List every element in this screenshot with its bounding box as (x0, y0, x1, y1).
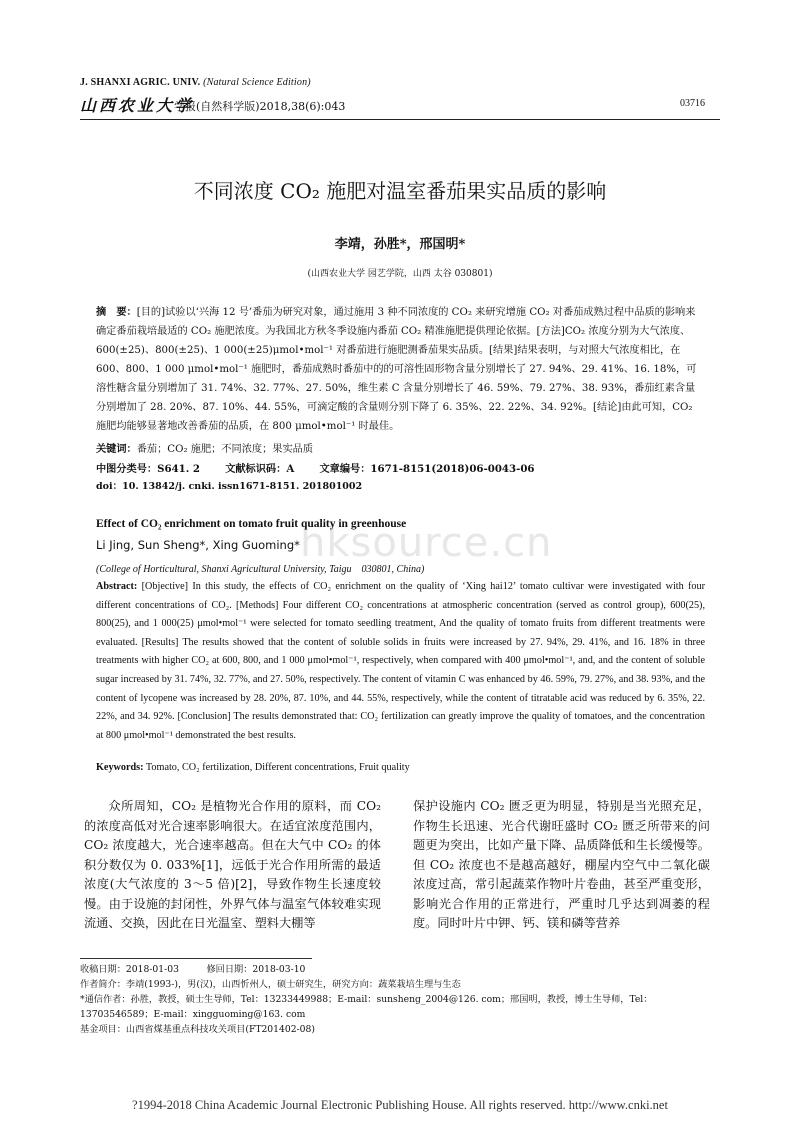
article-title: 不同浓度 CO₂ 施肥对温室番茄果实品质的影响 (193, 179, 607, 203)
article-authors: 李靖，孙胜*，邢国明* (334, 237, 466, 252)
footnote-author-bio: 作者简介：李靖(1993-)，男(汉)，山西忻州人，硕士研究生，研究方向：蔬菜栽培生理与生态 (80, 979, 461, 990)
clc-number: 中图分类号：S641. 2 (96, 463, 200, 475)
keywords-en (96, 762, 705, 773)
footnote-rule (80, 958, 312, 959)
authors-en: Li Jing, Sun Sheng*, Xing Guoming* (96, 538, 300, 552)
copyright-line: ?1994-2018 China Academic Journal Electronic Publishing House. All rights reserved. http://www.cnki.net (132, 1098, 668, 1112)
doc-code: 文献标识码：A (225, 463, 295, 475)
footnote-funding: 基金项目：山西省煤基重点科技攻关项目(FT201402-08) (80, 1024, 315, 1035)
doi (96, 477, 705, 496)
journal-edition-en: (Natural Science Edition) (203, 77, 311, 88)
keywords-cn-text: 番茄；CO₂ 施肥；不同浓度；果实品质 (136, 444, 314, 455)
header-rule (80, 119, 720, 120)
title-en: Effect of CO₂ enrichment on tomato fruit quality in greenhouse (96, 518, 407, 530)
abstract-en-label: Abstract: (96, 581, 138, 592)
keywords-en-label: Keywords: (96, 762, 144, 773)
page-code: 03716 (680, 98, 705, 109)
journal-name-en: J. SHANXI AGRIC. UNIV. (Natural Science Edition) (80, 77, 311, 88)
article-affiliation: (山西农业大学 园艺学院，山西 太谷 030801) (307, 269, 493, 279)
footnote-corresponding: *通信作者：孙胜，教授，硕士生导师，Tel：13233449988；E-mail：sunsheng_2004@126. com；邢国明，教授，博士生导师，Tel：13703546589；E-mail：xingguoming@163. com (80, 994, 653, 1020)
watermark: hksource.cn (300, 520, 553, 566)
university-logo-text: 山西农业大学 (80, 96, 195, 115)
keywords-cn (96, 440, 705, 459)
keywords-en-text: Tomato, CO₂ fertilization, Different concentrations, Fruit quality (145, 762, 410, 773)
body-column-left: 众所周知，CO₂ 是植物光合作用的原料，而 CO₂ 的浓度高低对光合速率影响很大。在适宜浓度范围内，CO₂ 浓度越大，光合速率越高。但在大气中 CO₂ 的体积分数仅为 0. 033%[1]，远低于光合作用所需的最适浓度(大气浓度的 3～5 倍)[2]，导致作物生长速度较慢。由于设施的封闭性，外界气体与温室气体较难实现流通、交换，因此在日光温室、塑料大棚等 (84, 799, 381, 930)
abstract-cn-label: 摘 要： (96, 306, 137, 318)
journal-issue: 学报(自然科学版)2018,38(6):043 (174, 100, 346, 113)
abstract-en (96, 578, 705, 745)
keywords-cn-label: 关键词： (96, 443, 137, 455)
abstract-cn (96, 303, 705, 436)
article-number: 文章编号：1671-8151(2018)06-0043-06 (319, 463, 535, 475)
doi-value: 10. 13842/j. cnki. issn1671-8151. 201801002 (122, 481, 363, 492)
doi-label: doi： (96, 481, 123, 492)
abstract-en-text: [Objective] In this study, the effects of CO₂ enrichment on the quality of ‘Xing hai12’ tomato cultivar were investigated with four different concentrations of CO₂. [Methods] Four different CO₂ concentrations at atmospheric concentration (served as control group), 600(25), 800(25), and 1 000(25) μmol•mol⁻¹ were selected for tomato seedling treatment, And the quality of tomato fruits from different treatments were evaluated. [Results] The results showed that the content of soluble solids in fruits were increased by 27. 94%, 29. 41%, and 16. 18% in three treatments with higher CO₂ at 600, 800, and 1 000 μmol•mol⁻¹, respectively, when compared with 400 μmol•mol⁻¹, and, and the content of soluble sugar increased by 31. 74%, 32. 77%, and 27. 50%, respectively. The content of vitamin C was enhanced by 46. 59%, 79. 27%, and 38. 93%, and the content of lycopene was increased by 28. 20%, 87. 10%, and 44. 55%, respectively, while the content of titratable acid was reduced by 6. 35%, 22. 22%, and 34. 92%. [Conclusion] The results demonstrated that: CO₂ fertilization can greatly improve the quality of tomatoes, and the concentration at 800 μmol•mol⁻¹ demonstrated the best results. (96, 581, 706, 741)
affiliation-en: (College of Horticultural, Shanxi Agricultural University, Taigu 030801, China) (96, 564, 425, 575)
abstract-cn-text: [目的]试验以‘兴海 12 号’番茄为研究对象，通过施用 3 种不同浓度的 CO₂ 来研究增施 CO₂ 对番茄成熟过程中品质的影响来确定番茄栽培最适的 CO₂ 施肥浓度。为我国北方秋冬季设施内番茄 CO₂ 精准施肥提供理论依据。[方法]CO₂ 浓度分别为大气浓度、600(±25)、800(±25)、1 000(±25)μmol•mol⁻¹ 对番茄进行施肥测番茄果实品质。[结果]结果表明，与对照大气浓度相比，在 600、800、1 000 μmol•mol⁻¹ 施肥时，番茄成熟时番茄中的的可溶性固形物含量分别增长了 27. 94%、29. 41%、16. 18%，可溶性糖含量分别增加了 31. 74%、32. 77%、27. 50%，维生素 C 含量分别增长了 46. 59%、79. 27%、38. 93%，番茄红素含量分别增加了 28. 20%、87. 10%、44. 55%，可滴定酸的含量则分别下降了 6. 35%、22. 22%、34. 92%。[结论]由此可知，CO₂ 施肥均能够显著地改善番茄的品质，在 800 μmol•mol⁻¹ 时最佳。 (96, 307, 697, 432)
footnote-dates: 收稿日期：2018-01-03 修回日期：2018-03-10 (80, 964, 306, 975)
body-column-right: 保护设施内 CO₂ 匮乏更为明显，特别是当光照充足，作物生长迅速、光合代谢旺盛时 CO₂ 匮乏所带来的问题更为突出，比如产量下降、品质降低和生长缓慢等。但 CO₂ 浓度也不是越高越好，棚屋内空气中二氧化碳浓度过高，常引起蔬菜作物叶片卷曲，甚至严重变形，影响光合作用的正常进行，严重时几乎达到凋萎的程度。同时叶片中钾、钙、镁和磷等营养 (413, 799, 710, 930)
